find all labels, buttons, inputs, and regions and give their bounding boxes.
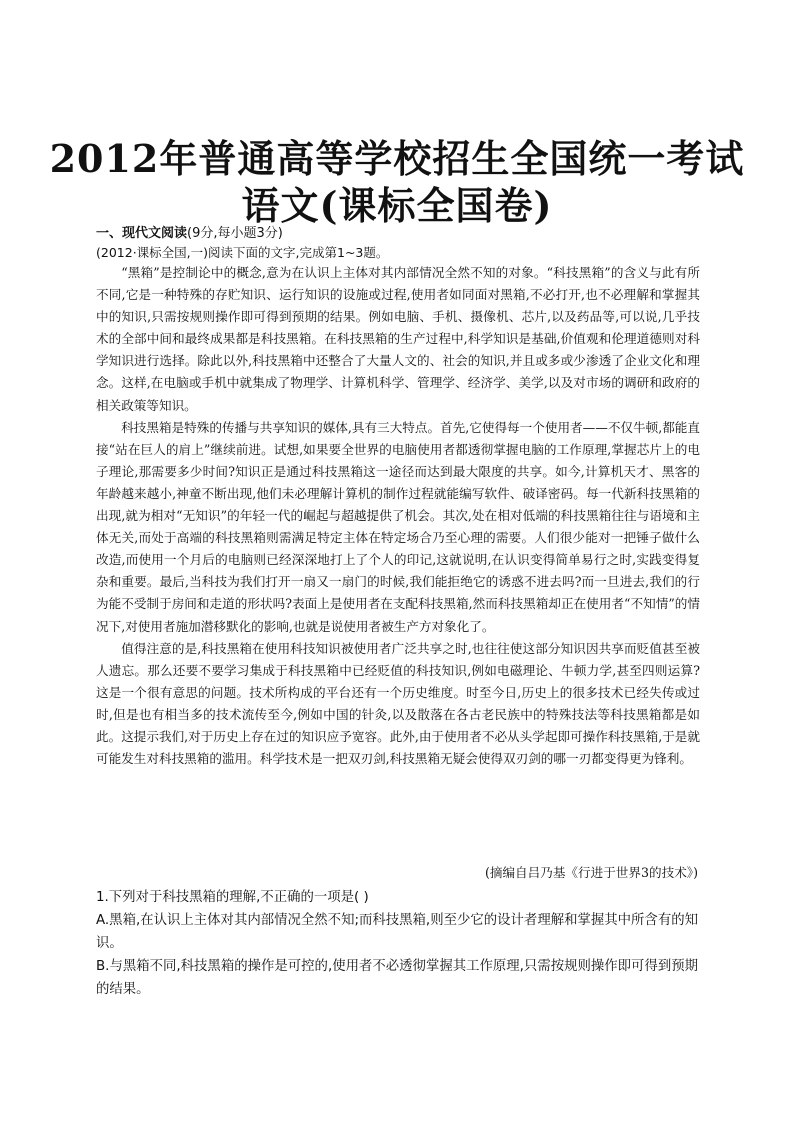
section-score-note: (9分,每小题3分)	[187, 226, 283, 241]
section-title: 一、现代文阅读	[96, 226, 188, 241]
passage-paragraph-1: “黑箱”是控制论中的概念,意为在认识上主体对其内部情况全然不知的对象。“科技黑箱”的含义与此有所不同,它是一种特殊的存贮知识、运行知识的设施或过程,使用者如同面对黑箱,不必打开,也不必理解和掌握其中的知识,只需按规则操作即可得到预期的结果。例如电脑、手机、摄像机、芯片,以及药品等,可以说,几乎技术的全部中间和最终成果都是科技黑箱。在科技黑箱的生产过程中,科学知识是基础,价值观和伦理道德则对科学知识进行选择。除此以外,科技黑箱中还整合了大量人文的、社会的知识,并且或多或少渗透了企业文化和理念。这样,在电脑或手机中就集成了物理学、计算机科学、管理学、经济学、美学,以及对市场的调研和政府的相关政策等知识。	[96, 265, 700, 413]
section-heading	[96, 222, 283, 241]
exam-title: 2012年普通高等学校招生全国统一考试	[49, 136, 745, 181]
question-1	[96, 886, 700, 1001]
passage-paragraph-3: 值得注意的是,科技黑箱在使用科技知识被使用者广泛共享之时,也往往使这部分知识因共享而贬值甚至被人遗忘。那么还要不要学习集成于科技黑箱中已经贬值的科技知识,例如电磁理论、牛顿力学,甚至四则运算?这是一个很有意思的问题。技术所构成的平台还有一个历史维度。时至今日,历史上的很多技术已经失传或过时,但是也有相当多的技术流传至今,例如中国的针灸,以及散落在各古老民族中的特殊技法等科技黑箱都是如此。这提示我们,对于历史上存在过的知识应予宽容。此外,由于使用者不必从头学起即可操作科技黑箱,于是就可能发生对科技黑箱的滥用。科学技术是一把双刃剑,科技黑箱无疑会使得双刃剑的哪一刃都变得更为锋利。	[96, 640, 700, 767]
reading-passage	[96, 262, 700, 770]
question-stem: 1.下列对于科技黑箱的理解,不正确的一项是( )	[96, 890, 369, 905]
option-b: B.与黑箱不同,科技黑箱的操作是可控的,使用者不必透彻掌握其工作原理,只需按规则操作即可得到预期的结果。	[96, 959, 699, 997]
exam-subtitle: 语文(课标全国卷)	[241, 183, 553, 228]
passage-paragraph-2: 科技黑箱是特殊的传播与共享知识的媒体,具有三大特点。首先,它使得每一个使用者——不仅牛顿,都能直接“站在巨人的肩上”继续前进。试想,如果要全世界的电脑使用者都透彻掌握电脑的工作原理,掌握芯片上的电子理论,那需要多少时间?知识正是通过科技黑箱这一途径而达到最大限度的共享。如今,计算机天才、黑客的年龄越来越小,神童不断出现,他们未必理解计算机的制作过程就能编写软件、破译密码。每一代新科技黑箱的出现,就为相对“无知识”的年轻一代的崛起与超越提供了机会。其次,处在相对低端的科技黑箱往往与语境和主体无关,而处于高端的科技黑箱则需满足特定主体在特定场合乃至心理的需要。人们很少能对一把锤子做什么改造,而使用一个月后的电脑则已经深深地打上了个人的印记,这就说明,在认识变得简单易行之时,实践变得复杂和重要。最后,当科技为我们打开一扇又一扇门的时候,我们能拒绝它的诱惑不进去吗?而一旦进去,我们的行为能不受制于房间和走道的形状吗?表面上是使用者在支配科技黑箱,然而科技黑箱却正在使用者“不知情”的情况下,对使用者施加潜移默化的影响,也就是说使用者被生产方对象化了。	[96, 419, 700, 634]
option-a: A.黑箱,在认识上主体对其内部情况全然不知;而科技黑箱,则至少它的设计者理解和掌握其中所含有的知识。	[96, 913, 698, 951]
passage-citation: (摘编自吕乃基《行进于世界3的技术》)	[484, 865, 698, 880]
source-note: (2012·课标全国,一)阅读下面的文字,完成第1~3题。	[96, 245, 389, 260]
